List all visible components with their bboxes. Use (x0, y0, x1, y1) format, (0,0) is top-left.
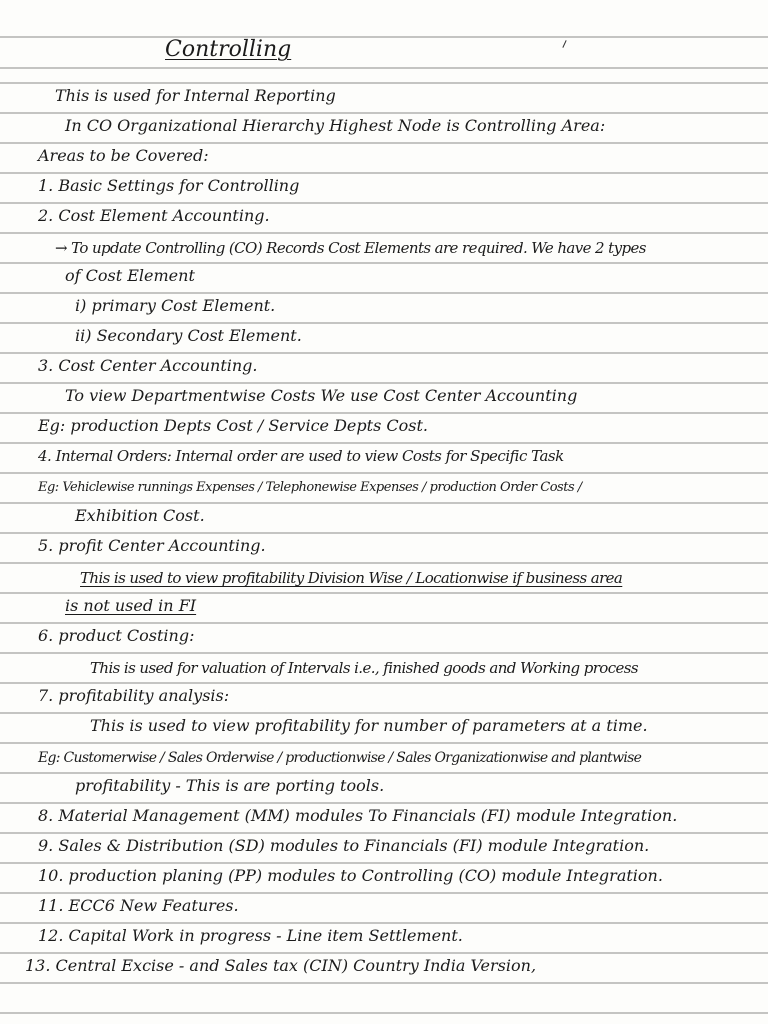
note-line: Eg: Customerwise / Sales Orderwise / productionwise / Sales Organizationwise and plantwise (38, 750, 642, 766)
note-line: 12. Capital Work in progress - Line item Settlement. (38, 926, 463, 945)
note-line: Areas to be Covered: (38, 146, 209, 165)
note-line: 9. Sales & Distribution (SD) modules to Financials (FI) module Integration. (38, 836, 650, 855)
note-line: This is used to view profitability for number of parameters at a time. (90, 716, 648, 735)
note-line: Eg: Vehiclewise runnings Expenses / Telephonewise Expenses / production Order Costs / (38, 480, 582, 495)
note-line: 4. Internal Orders: Internal order are used to view Costs for Specific Task (38, 447, 564, 465)
note-line: 2. Cost Element Accounting. (38, 206, 270, 225)
note-line: of Cost Element (65, 266, 195, 285)
page-title: Controlling (165, 37, 292, 62)
note-line: profitability - This is are porting tools. (75, 776, 385, 795)
note-line: 6. product Costing: (38, 626, 195, 645)
note-line: 1. Basic Settings for Controlling (38, 176, 300, 195)
note-line: 10. production planing (PP) modules to Controlling (CO) module Integration. (38, 866, 663, 885)
note-line: 3. Cost Center Accounting. (38, 356, 258, 375)
note-line: This is used to view profitability Division Wise / Locationwise if business area (80, 569, 623, 587)
note-line: This is used for valuation of Intervals i.e., finished goods and Working process (90, 659, 638, 677)
note-line: 11. ECC6 New Features. (38, 896, 239, 915)
note-line: Exhibition Cost. (75, 506, 205, 525)
note-line: Eg: production Depts Cost / Service Depts Cost. (38, 416, 428, 435)
note-line: 5. profit Center Accounting. (38, 536, 266, 555)
note-line: → To update Controlling (CO) Records Cost Elements are required. We have 2 types (55, 239, 646, 257)
note-line: is not used in FI (65, 596, 197, 615)
note-line: ii) Secondary Cost Element. (75, 326, 302, 345)
note-line: In CO Organizational Hierarchy Highest Node is Controlling Area: (65, 116, 606, 135)
note-line: To view Departmentwise Costs We use Cost Center Accounting (65, 386, 578, 405)
note-line: This is used for Internal Reporting (55, 86, 336, 105)
note-line: 8. Material Management (MM) modules To Financials (FI) module Integration. (38, 806, 678, 825)
note-line: 13. Central Excise - and Sales tax (CIN) Country India Version, (25, 956, 537, 975)
note-line: i) primary Cost Element. (75, 296, 276, 315)
note-line: 7. profitability analysis: (38, 686, 230, 705)
